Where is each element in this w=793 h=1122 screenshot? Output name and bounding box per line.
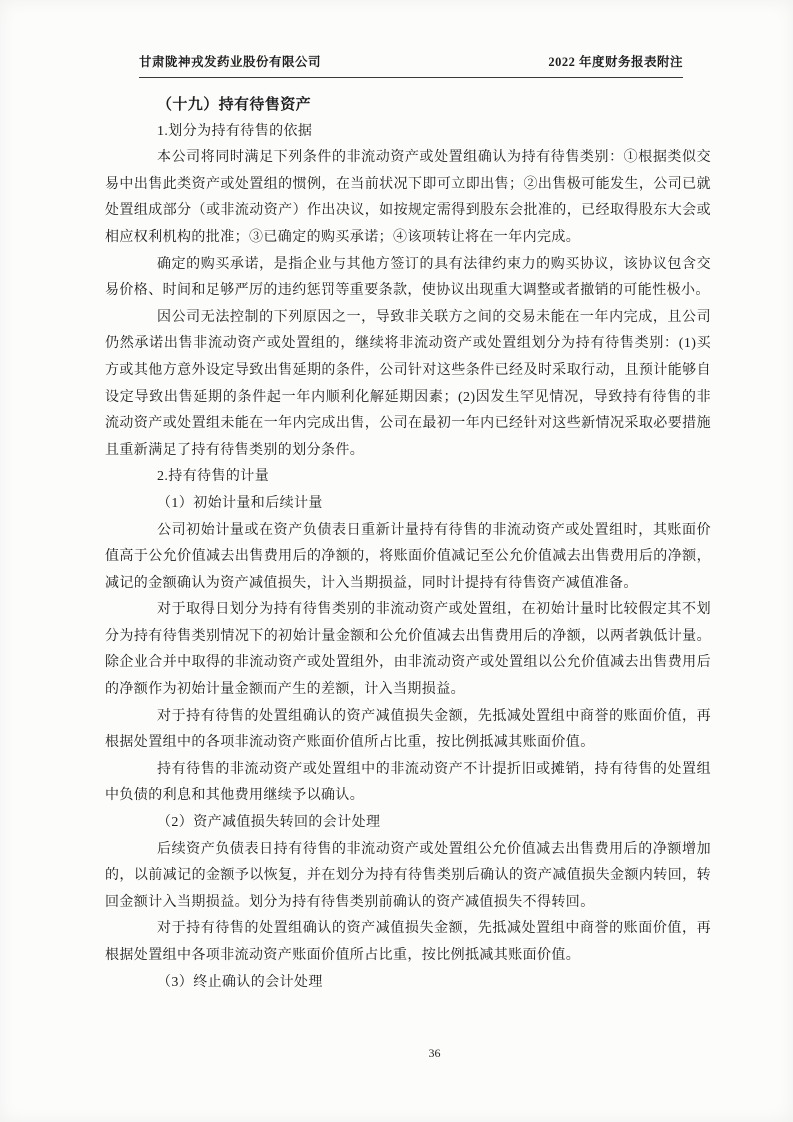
paragraph: 对于持有待售的处置组确认的资产减值损失金额，先抵减处置组中商誉的账面价值，再根据处置组中各项非流动资产账面价值所占比重，按比例抵减其账面价值。 xyxy=(105,921,711,963)
paragraph: 持有待售的非流动资产或处置组中的非流动资产不计提折旧或摊销，持有待售的处置组中负债的利息和其他费用继续予以确认。 xyxy=(105,761,711,804)
page-number: 36 xyxy=(428,1046,441,1060)
page-footer xyxy=(0,1046,793,1061)
paragraph: 对于取得日划分为持有待售类别的非流动资产或处置组，在初始计量时比较假定其不划分为持有待售类别情况下的初始计量金额和公允价值减去出售费用后的净额，以两者孰低计量。除企业合并中取得的非流动资产或处置组外，由非流动资产或处置组以公允价值减去出售费用后的净额作为初始计量金额而产生的差额，计入当期损益。 xyxy=(105,602,711,698)
section-heading: （十九）持有待售资产 xyxy=(157,97,312,113)
paragraph: 本公司将同时满足下列条件的非流动资产或处置组确认为持有待售类别：①根据类似交易中出售此类资产或处置组的惯例，在当前状况下即可立即出售；②出售极可能发生，公司已就处置组成部分（或非流动资产）作出决议，如按规定需得到股东会批准的，已经取得股东大会或相应权利机构的批准；③已确定的购买承诺；④该项转让将在一年内完成。 xyxy=(105,150,711,245)
subsection-heading: 1.划分为持有待售的依据 xyxy=(157,123,313,139)
subsection-heading: 2.持有待售的计量 xyxy=(157,469,270,485)
paragraph: 公司初始计量或在资产负债表日重新计量持有待售的非流动资产或处置组时，其账面价值高于公允价值减去出售费用后的净额的，将账面价值减记至公允价值减去出售费用后的净额，减记的金额确认为资产减值损失，计入当期损益，同时计提持有待售资产减值准备。 xyxy=(105,522,711,591)
document-body xyxy=(105,92,711,996)
sub-subsection-heading: （3）终止确认的会计处理 xyxy=(157,974,323,990)
paragraph: 因公司无法控制的下列原因之一，导致非关联方之间的交易未能在一年内完成，且公司仍然承诺出售非流动资产或处置组的，继续将非流动资产或处置组划分为持有待售类别：(1)买方或其他方意外设定导致出售延期的条件，公司针对这些条件已经及时采取行动，且预计能够自设定导致出售延期的条件起一年内顺利化解延期因素；(2)因发生罕见情况，导致持有待售的非流动资产或处置组未能在一年内完成出售，公司在最初一年内已经针对这些新情况采取必要措施且重新满足了持有待售类别的划分条件。 xyxy=(105,309,711,458)
sub-subsection-heading: （1）初始计量和后续计量 xyxy=(157,495,323,511)
sub-subsection-heading: （2）资产减值损失转回的会计处理 xyxy=(157,815,381,831)
company-name: 甘肃陇神戎发药业股份有限公司 xyxy=(139,55,322,69)
paragraph: 后续资产负债表日持有待售的非流动资产或处置组公允价值减去出售费用后的净额增加的，以前减记的金额予以恢复，并在划分为持有待售类别后确认的资产减值损失金额内转回，转回金额计入当期损益。划分为持有待售类别前确认的资产减值损失不得转回。 xyxy=(105,841,711,910)
page-header xyxy=(139,52,683,78)
paragraph: 对于持有待售的处置组确认的资产减值损失金额，先抵减处置组中商誉的账面价值，再根据处置组中的各项非流动资产账面价值所占比重，按比例抵减其账面价值。 xyxy=(105,708,711,751)
report-title: 2022 年度财务报表附注 xyxy=(548,55,683,69)
paragraph: 确定的购买承诺，是指企业与其他方签订的具有法律约束力的购买协议，该协议包含交易价格、时间和足够严厉的违约惩罚等重要条款，使协议出现重大调整或者撤销的可能性极小。 xyxy=(105,256,711,299)
